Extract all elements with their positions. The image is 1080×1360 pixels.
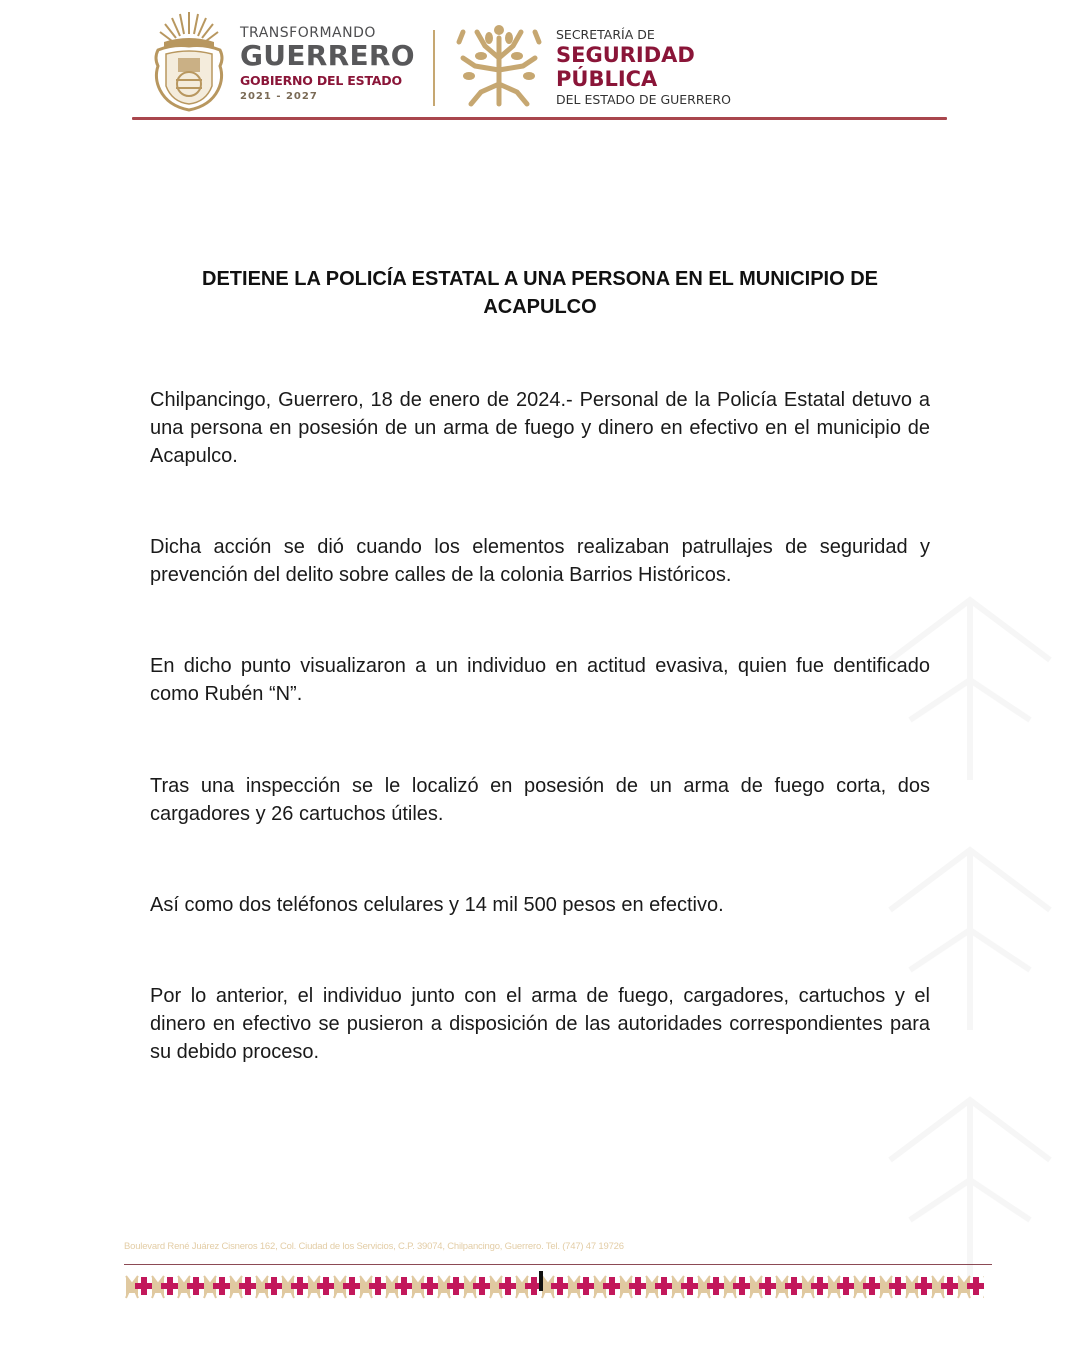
footer-address: Boulevard René Juárez Cisneros 162, Col. Ciudad de los Servicios, C.P. 39074, Chilpancingo, Guerrero. Tel. (747) 47 19726	[124, 1241, 624, 1252]
letterhead	[0, 0, 1080, 130]
press-release-headline: DETIENE LA POLICÍA ESTATAL A UNA PERSONA EN EL MUNICIPIO DE ACAPULCO	[202, 268, 878, 318]
secretariat-kicker: SECRETARÍA DE	[556, 27, 655, 42]
paragraph-seized-items: Así como dos teléfonos celulares y 14 mil 500 pesos en efectivo.	[150, 894, 724, 916]
government-wordmark	[240, 25, 415, 104]
secretariat-subtitle: DEL ESTADO DE GUERRERO	[556, 92, 731, 107]
government-subtitle: GOBIERNO DEL ESTADO	[240, 73, 402, 88]
paragraph-dateline: Chilpancingo, Guerrero, 18 de enero de 2024.- Personal de la Policía Estatal detuvo a una persona en posesión de un arma de fuego y dinero en efectivo en el municipio de Acapulco.	[150, 389, 930, 467]
paragraph-disposition: Por lo anterior, el individuo junto con el arma de fuego, cargadores, cartuchos y el dinero en efectivo se pusieron a disposición de las autoridades correspondientes para su debido proceso.	[150, 985, 930, 1063]
government-term-years: 2021 - 2027	[240, 91, 318, 102]
embroidery-border-pattern	[124, 1272, 984, 1302]
state-coat-of-arms-icon	[150, 8, 228, 114]
text-cursor-mark	[539, 1271, 543, 1291]
secretariat-wordmark	[556, 27, 731, 108]
government-kicker: TRANSFORMANDO	[240, 25, 376, 41]
paragraph-patrol: Dicha acción se dió cuando los elementos realizaban patrullajes de seguridad y prevención del delito sobre calles de la colonia Barrios Históricos.	[150, 536, 930, 586]
header-divider	[433, 30, 435, 106]
paragraph-identification: En dicho punto visualizaron a un individuo en actitud evasiva, quien fue dentificado como Rubén “N”.	[150, 655, 930, 705]
government-name: GUERRERO	[240, 39, 415, 72]
secretariat-name-line2: PÚBLICA	[556, 67, 658, 91]
tree-emblem-icon	[455, 22, 543, 108]
paragraph-inspection: Tras una inspección se le localizó en posesión de un arma de fuego corta, dos cargadores y 26 cartuchos útiles.	[150, 775, 930, 825]
header-rule	[132, 117, 947, 120]
secretariat-name-line1: SEGURIDAD	[556, 43, 695, 67]
footer-rule	[124, 1264, 992, 1265]
